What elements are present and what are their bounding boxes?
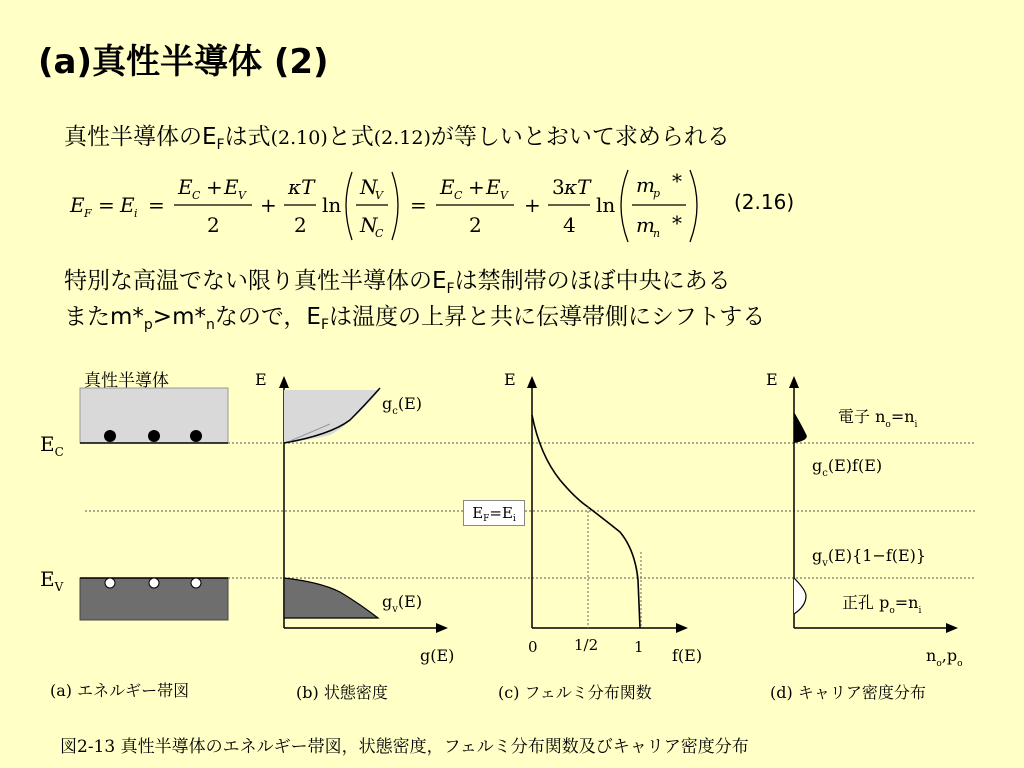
fermi-curve [532,415,640,628]
svg-text:E: E [486,175,501,199]
svg-text:E: E [224,175,239,199]
ev-label: $E_V$ [40,567,64,594]
svg-text:2: 2 [207,213,220,237]
fermi-shift-note: また$m*_p>m*_n$なので，$E_F$は温度の上昇と共に伝導帯側にシフトする [64,304,766,333]
fermi-level-equation [60,160,720,250]
svg-text:m: m [636,173,655,197]
svg-text:ln: ln [322,193,342,217]
axis-x-b: g(E) [420,646,455,665]
svg-text:4: 4 [563,213,576,237]
svg-text:V: V [238,189,246,202]
svg-text:=: = [98,193,115,217]
hole-dot [191,578,201,588]
svg-text:C: C [192,189,201,202]
svg-text:p: p [653,187,661,200]
svg-text:E: E [440,175,455,199]
electron-dot [104,430,116,442]
electron-dot [148,430,160,442]
intro-sentence: 真性半導体の$E_F$は式(2.10)と式(2.12)が等しいとおいて求められる [64,124,730,153]
svg-text:E: E [70,193,85,217]
fermi-level-note: 特別な高温でない限り真性半導体の$E_F$は禁制帯のほぼ中央にある [64,268,731,297]
tick-1: 1 [634,638,644,656]
band-diagram-figure [0,340,1024,730]
caption-b: (b) 状態密度 [296,683,388,702]
gc-label: $g_c(E)$ [382,394,423,417]
svg-text:+: + [468,175,485,199]
svg-text:κT: κT [288,175,315,199]
svg-text:+: + [260,193,277,217]
svg-text:+: + [206,175,223,199]
svg-text:*: * [672,169,682,193]
svg-text:C: C [375,227,384,240]
svg-text:V: V [375,189,383,202]
electron-label: 電子 $n_o=n_i$ [838,407,918,430]
hole-dot [149,578,159,588]
caption-a: (a) エネルギー帯図 [50,681,190,700]
svg-text:2: 2 [469,213,482,237]
svg-text:C: C [454,189,463,202]
svg-text:N: N [360,213,378,237]
svg-text:E: E [178,175,193,199]
svg-text:*: * [672,211,682,235]
intrinsic-label: 真性半導体 [84,371,169,391]
gc-curve [284,390,380,443]
axis-e-c: E [504,370,516,389]
tick-0: 0 [528,638,538,656]
gvf-label: $g_v(E)\{1-f(E)\}$ [812,546,927,569]
svg-text:=: = [148,193,165,217]
ef-ei-label: $E_F=E_i$ [463,500,525,526]
svg-text:F: F [84,207,92,220]
hole-label: 正孔 $p_o=n_i$ [842,593,922,616]
gv-label: $g_v(E)$ [382,592,423,615]
svg-text:E: E [120,193,135,217]
ec-label: $E_C$ [40,432,64,459]
svg-text:n: n [653,227,661,240]
axis-x-d: $n_o,p_o$ [926,646,963,669]
svg-text:N: N [360,175,378,199]
svg-text:+: + [524,193,541,217]
svg-text:3: 3 [552,175,565,199]
caption-c: (c) フェルミ分布関数 [498,683,652,702]
svg-text:=: = [410,193,427,217]
electron-dot [190,430,202,442]
caption-d: (d) キャリア密度分布 [770,683,926,702]
electron-distribution [794,412,807,443]
svg-text:i: i [134,207,138,220]
gv-curve [284,578,378,618]
hole-distribution [794,578,806,614]
page-title: (a)真性半導体 (2) [38,42,329,82]
axis-e-b: E [255,370,267,389]
gcf-label: $g_c(E)f(E)$ [812,456,883,479]
svg-text:m: m [636,213,655,237]
axis-e-d: E [766,370,778,389]
svg-text:V: V [500,189,508,202]
svg-text:2: 2 [294,213,307,237]
axis-x-c: f(E) [672,646,703,665]
figure-caption: 図2-13 真性半導体のエネルギー帯図，状態密度，フェルミ分布関数及びキャリア密度分布 [60,737,749,757]
tick-half: 1/2 [574,636,599,654]
equation-number: (2.16) [734,190,795,214]
svg-text:κT: κT [564,175,591,199]
svg-text:ln: ln [596,193,616,217]
hole-dot [105,578,115,588]
